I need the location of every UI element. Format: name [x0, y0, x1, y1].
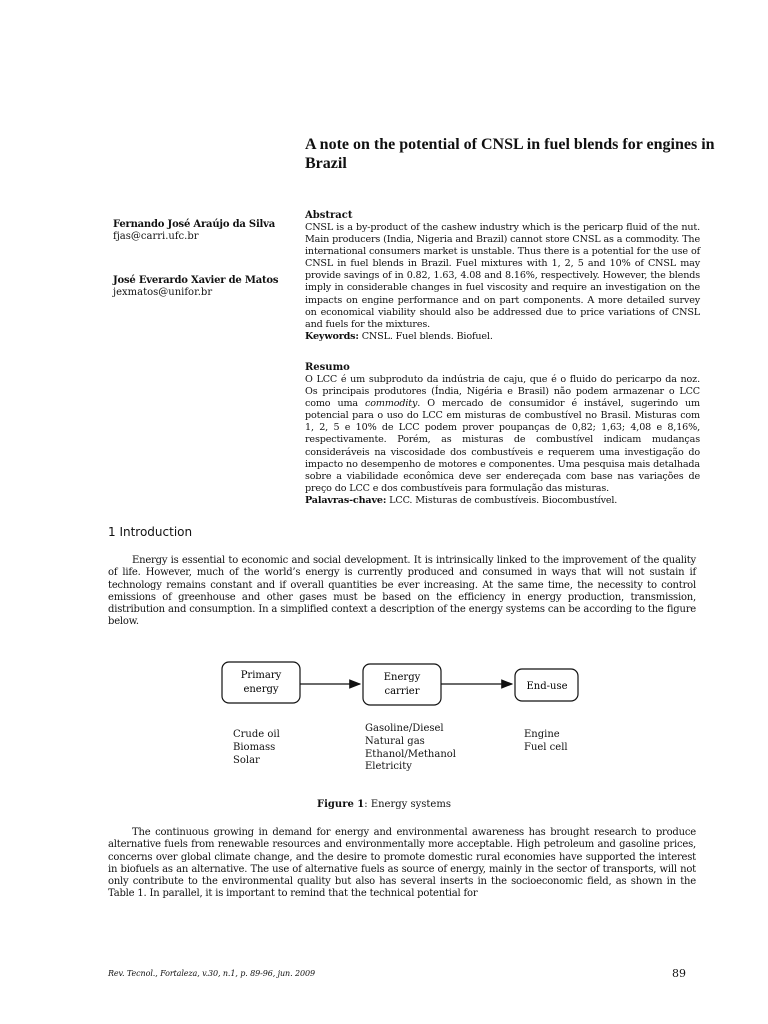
resumo-text-b: . O mercado de consumidor é instável, sugerindo um potencial para o uso do LCC em misturas de combustível no Brasil. Misturas com 1, 2, 5 e 10% de LCC podem prover poupanças de 0,82; 1,63; 4,08 e 8,16%, respectivamente. Porém, as misturas de combustível indicam mudanças consideráveis na viscosidade dos combustíveis e requerem uma investigação do impacto no desempenho de motores e componentes. Uma pesquisa mais detalhada sobre a viabilidade econômica deve ser endereçada com base nas variações de preço do LCC e dos combustíveis para formulação das misturas.: [305, 398, 700, 494]
keywords-label: Keywords:: [305, 330, 359, 342]
list-item: Solar: [233, 754, 260, 766]
resumo-text-a: O LCC é um subproduto da indústria de caju, que é o fluido do pericarpo da noz. Os principais produtores (Índia, Nigéria e Brasil) não podem armazenar o LCC como uma: [305, 374, 700, 410]
author-1-name: Fernando José Araújo da Silva: [113, 219, 276, 230]
list-item: Crude oil: [233, 729, 280, 740]
abstract-text: CNSL is a by-product of the cashew industry which is the pericarp fluid of the nut. Main producers (India, Nigeria and Brazil) cannot store CNSL as a commodity. The international consumers market is unstable. Thus there is a potential for the use of CNSL in fuel blends in Brazil. Fuel mixtures with 1, 2, 5 and 10% of CNSL may provide savings of in 0.82, 1.63, 4.08 and 8.16%, respectively. However, the blends imply in considerable changes in fuel viscosity and require an investigation on the impacts on engine performance and on part components. A more detailed survey on economical viability should also be addressed due to price variations of CNSL and fuels for the mixtures.: [305, 222, 700, 330]
intro-paragraph-1: Energy is essential to economic and social development. It is intrinsically linked to the improvement of the quality of life. However, much of the world’s energy is currently produced and consumed in ways that will not sustain if technology remains constant and if overall quantities be ever increasing. At the same time, the necessity to control emissions of greenhouse and other gases must be based on the efficiency in energy production, transmission, distribution and consumption. In a simplified context a description of the energy systems can be according to the figure below.: [108, 555, 696, 628]
energy-carrier-label-2: carrier: [384, 686, 420, 697]
author-2-email: jexmatos@unifor.br: [113, 287, 213, 298]
energy-carrier-list: [365, 723, 456, 774]
page-number: 89: [672, 967, 686, 980]
resumo-heading: Resumo: [305, 362, 350, 373]
palavras-chave-label: Palavras-chave:: [305, 494, 387, 506]
list-item: Gasoline/Diesel: [365, 723, 444, 734]
figure-caption: [0, 799, 768, 810]
resumo-text-italic: commodity: [365, 398, 418, 410]
primary-energy-list: [233, 729, 280, 767]
intro-paragraph-2: The continuous growing in demand for energy and environmental awareness has brought research to produce alternative fuels from renewable resources and environmentally more acceptable. High petroleum and gasoline prices, concerns over global climate change, and the desire to promote domestic rural economies have supported the interest in biofuels as an alternative. The use of alternative fuels as source of energy, mainly in the sector of transports, will not only contribute to the environmental quality but also has several inserts in the socioeconomic field, as shown in the Table 1. In parallel, it is important to remind that the technical potential for: [108, 827, 696, 900]
figure-caption-label: Figure 1: [317, 799, 365, 810]
figure-caption-text: : Energy systems: [364, 799, 451, 810]
journal-citation: Rev. Tecnol., Fortaleza, v.30, n.1, p. 89-96, jun. 2009: [108, 969, 315, 978]
list-item: Engine: [524, 729, 560, 740]
list-item: Natural gas: [365, 735, 425, 747]
end-use-list: [524, 729, 568, 755]
intro-heading: 1 Introduction: [108, 525, 193, 539]
keywords-value: CNSL. Fuel blends. Biofuel.: [361, 330, 493, 342]
primary-energy-label-2: energy: [243, 684, 279, 695]
abstract-heading: Abstract: [305, 210, 353, 221]
energy-carrier-box: [363, 664, 441, 705]
end-use-label: End-use: [526, 681, 568, 692]
paper-title: A note on the potential of CNSL in fuel blends for engines in Brazil: [305, 136, 715, 172]
primary-energy-label-1: Primary: [240, 670, 282, 681]
list-item: Eletricity: [365, 761, 412, 773]
list-item: Ethanol/Methanol: [365, 748, 456, 760]
author-2-name: José Everardo Xavier de Matos: [113, 275, 279, 286]
primary-energy-box: [222, 662, 300, 703]
author-1-email: fjas@carri.ufc.br: [113, 231, 199, 242]
list-item: Fuel cell: [524, 741, 568, 753]
list-item: Biomass: [233, 741, 276, 753]
palavras-chave-value: LCC. Misturas de combustíveis. Biocombustível.: [389, 494, 618, 506]
energy-carrier-label-1: Energy: [383, 672, 421, 683]
